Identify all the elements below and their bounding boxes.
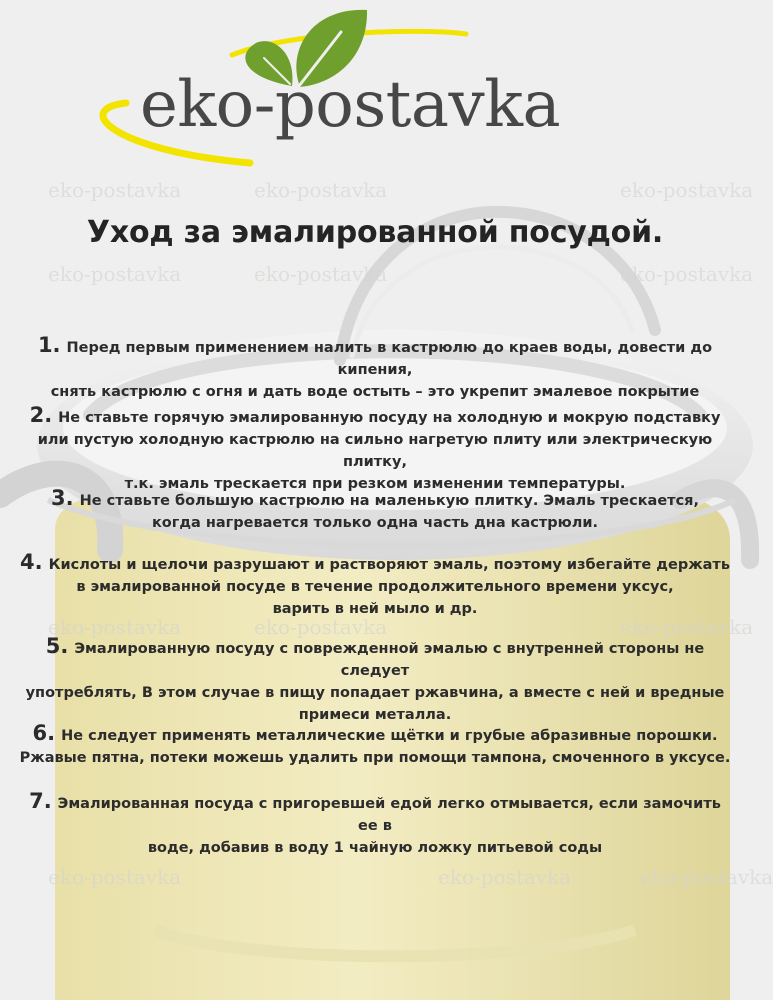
instruction-item-7: [18, 790, 732, 859]
instruction-item-6: [18, 722, 732, 769]
brand-wordmark: eko-postavka: [140, 68, 561, 142]
instruction-number: 2.: [29, 403, 53, 427]
instruction-number: 4.: [20, 550, 43, 574]
instruction-item-4: [18, 551, 732, 620]
instruction-text: Эмалированная посуда с пригоревшей едой легко отмывается, если замочить ее в воде, добавив в воду 1 чайную ложку питьевой соды: [57, 796, 721, 856]
instruction-number: 5.: [45, 634, 69, 658]
watermark-text: eko-postavka: [438, 865, 572, 889]
watermark-text: eko-postavka: [640, 865, 773, 889]
page-title: Уход за эмалированной посудой.: [86, 215, 664, 251]
watermark-text: eko-postavka: [620, 615, 754, 639]
instruction-number: 7.: [29, 789, 52, 813]
instruction-text: Не следует применять металлические щётки и грубые абразивные порошки. Ржавые пятна, потеки можешь удалить при помощи тампона, смоченного в уксусе.: [19, 728, 731, 766]
instruction-number: 3.: [51, 486, 74, 510]
brand-logo: [0, 0, 750, 180]
watermark-text: eko-postavka: [254, 615, 388, 639]
instruction-text: Не ставьте большую кастрюлю на маленькую плитку. Эмаль трескается, когда нагревается только одна часть дна кастрюли.: [79, 493, 699, 531]
watermark-text: eko-postavka: [48, 178, 182, 202]
instruction-number: 1.: [37, 333, 61, 357]
instruction-text: Не ставьте горячую эмалированную посуду на холодную и мокрую подставку или пустую холодную кастрюлю на сильно нагретую плиту или электрическую плитку, т.к. эмаль трескается при резком изменении температуры.: [37, 410, 721, 492]
instruction-item-3: [18, 487, 732, 534]
instruction-text: Эмалированную посуду с поврежденной эмалью с внутренней стороны не следует употреблять, В этом случае в пищу попадает ржавчина, а вместе с ней и вредные примеси металла.: [25, 641, 725, 723]
instruction-number: 6.: [32, 721, 56, 745]
watermark-text: eko-postavka: [254, 262, 388, 286]
instruction-text: Кислоты и щелочи разрушают и растворяют эмаль, поэтому избегайте держать в эмалированной посуде в течение продолжительного времени уксус, варить в ней мыло и др.: [48, 557, 730, 617]
watermark-text: eko-postavka: [254, 178, 388, 202]
instruction-item-1: [18, 334, 732, 403]
instruction-text: Перед первым применением налить в кастрюлю до краев воды, довести до кипения, снять кастрюлю с огня и дать воде остыть – это укрепит эмалевое покрытие: [50, 340, 713, 400]
instruction-item-5: [18, 635, 732, 726]
watermark-text: eko-postavka: [48, 262, 182, 286]
instruction-item-2: [18, 404, 732, 495]
watermark-text: eko-postavka: [620, 262, 754, 286]
watermark-text: eko-postavka: [48, 615, 182, 639]
watermark-text: eko-postavka: [48, 865, 182, 889]
watermark-text: eko-postavka: [620, 178, 754, 202]
